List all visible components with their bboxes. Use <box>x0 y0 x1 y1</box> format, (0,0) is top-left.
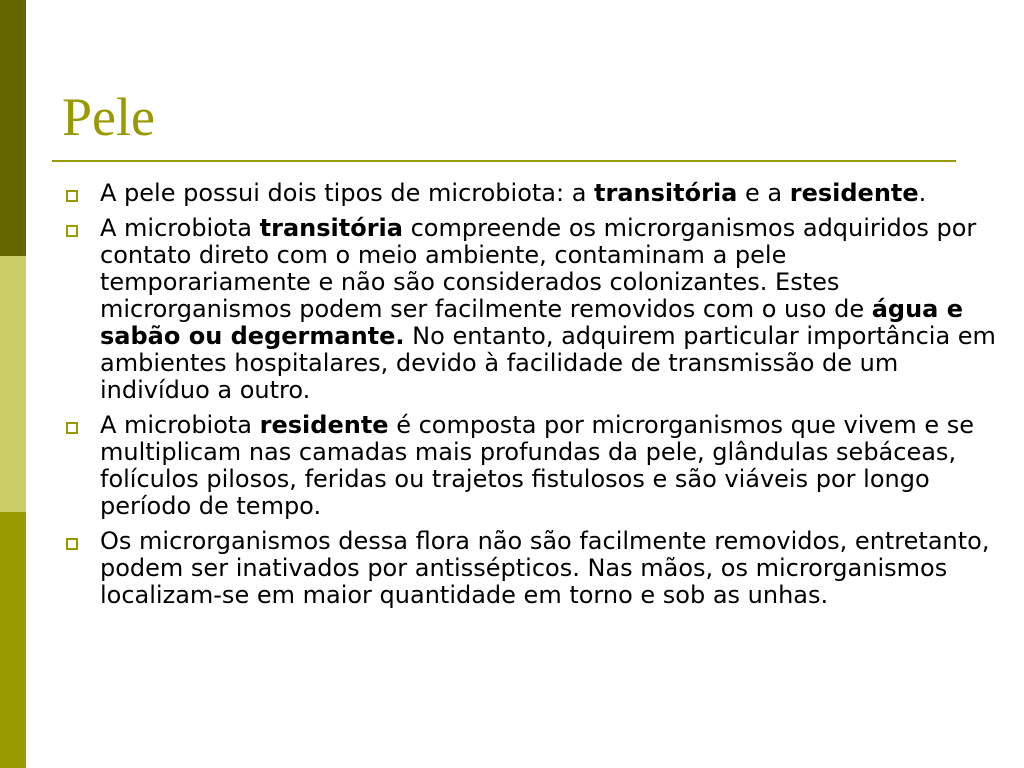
hollow-square-icon <box>66 538 78 550</box>
bullet-list <box>62 180 997 617</box>
hollow-square-icon <box>66 190 78 202</box>
bullet-item-2 <box>62 215 997 404</box>
slide-title: Pele <box>62 87 155 147</box>
bullet-text: e a <box>737 179 790 207</box>
bullet-bold-term: residente <box>789 179 919 207</box>
side-bar-bottom <box>0 512 26 768</box>
bullet-text: A pele possui dois tipos de microbiota: a <box>100 179 595 207</box>
bullet-text: é composta por microrganismos que vivem e se multiplicam nas camadas mais profundas da pele, glândulas sebáceas, folículos pilosos, feridas ou trajetos fistulosos e são viáveis por longo período de tempo. <box>100 411 975 520</box>
title-underline <box>52 160 956 162</box>
bullet-text: . <box>918 179 927 207</box>
bullet-item-3 <box>62 412 997 520</box>
bullet-bold-term: transitória <box>259 214 403 242</box>
side-bar-top <box>0 0 26 256</box>
bullet-text: Os microrganismos dessa flora não são facilmente removidos, entretanto, podem ser inativados por antissépticos. Nas mãos, os microrganismos localizam-se em maior quantidade em torno e sob as unhas. <box>100 527 990 609</box>
bullet-text: A microbiota <box>100 411 260 439</box>
bullet-text: compreende os microrganismos adquiridos por contato direto com o meio ambiente, contaminam a pele temporariamente e não são considerados colonizantes. Estes microrganismos podem ser facilmente removidos com o uso de <box>100 214 977 323</box>
bullet-text: No entanto, adquirem particular importância em ambientes hospitalares, devido à facilidade de transmissão de um indivíduo a outro. <box>100 322 996 404</box>
hollow-square-icon <box>66 422 78 434</box>
bullet-bold-term: residente <box>259 411 389 439</box>
bullet-text: A microbiota <box>100 214 260 242</box>
bullet-bold-term: transitória <box>594 179 738 207</box>
side-bar-middle <box>0 256 26 512</box>
bullet-bold-term: água e sabão ou degermante. <box>100 295 964 350</box>
hollow-square-icon <box>66 225 78 237</box>
bullet-item-4 <box>62 528 997 609</box>
bullet-item-1 <box>62 180 997 207</box>
